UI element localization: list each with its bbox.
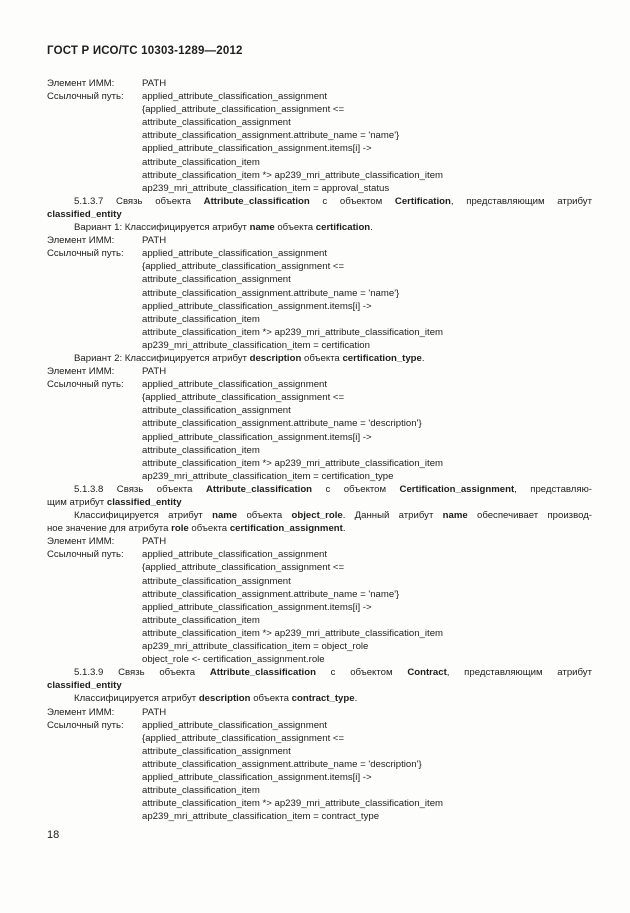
path-code: ap239_mri_attribute_classification_item = certification_type [142,470,394,482]
path-code: {applied_attribute_classification_assignment <= [142,562,345,574]
section-5-1-3-7-heading: 5.1.3.7 Связь объекта Attribute_classification с объектом Certification, представляющим атрибут [74,195,592,207]
path-code: applied_attribute_classification_assignment [142,248,328,260]
path-code: attribute_classification_assignment.attribute_name = 'name'} [142,287,400,299]
path-code: applied_attribute_classification_assignment.items[i] -> [142,601,372,613]
element-value: PATH [142,78,167,89]
path-code: attribute_classification_item *> ap239_mri_attribute_classification_item [142,326,444,338]
path-code: attribute_classification_assignment.attribute_name = 'name'} [142,588,400,600]
element-value: PATH [142,536,167,548]
path-label: Ссылочный путь: [47,719,124,731]
element-value: PATH [142,235,167,247]
path-code: applied_attribute_classification_assignment.items[i] -> [142,431,372,443]
path-code: attribute_classification_assignment [142,274,291,286]
element-label: Элемент ИММ: [47,536,115,548]
section-5-1-3-8-heading: 5.1.3.8 Связь объекта Attribute_classification с объектом Certification_assignment, представляю- [74,483,592,495]
path-code: attribute_classification_item *> ap239_mri_attribute_classification_item [142,169,444,181]
mapping-block [47,234,592,352]
path-code: {applied_attribute_classification_assignment <= [142,104,345,116]
element-line [47,706,592,719]
path-line [47,548,592,561]
path-line [47,90,592,103]
path-code: ap239_mri_attribute_classification_item = approval_status [142,182,390,194]
path-code: attribute_classification_assignment.attribute_name = 'description'} [142,758,422,770]
path-code: {applied_attribute_classification_assignment <= [142,392,345,404]
path-code: applied_attribute_classification_assignment.items[i] -> [142,300,372,312]
section-5-1-3-8-text: Классифицируется атрибут name объекта object_role. Данный атрибут name обеспечивает производ- [74,510,592,522]
path-label: Ссылочный путь: [47,91,124,103]
section-5-1-3-8-text-cont: ное значение для атрибута role объекта certification_assignment. [47,523,346,535]
path-code: attribute_classification_item [142,156,260,168]
path-code: {applied_attribute_classification_assignment <= [142,261,345,273]
element-label: Элемент ИММ: [47,706,115,718]
path-line [47,719,592,732]
path-code: applied_attribute_classification_assignment [142,379,328,391]
element-line [47,234,592,247]
path-code: attribute_classification_item [142,614,260,626]
path-code: attribute_classification_item *> ap239_mri_attribute_classification_item [142,798,444,810]
path-line [47,378,592,391]
mapping-block [47,77,592,195]
element-label: Элемент ИММ: [47,78,115,89]
element-label: Элемент ИММ: [47,235,115,247]
path-code: attribute_classification_item [142,313,260,325]
section-5-1-3-7-heading-cont: classified_entity [47,208,122,220]
path-code: applied_attribute_classification_assignment.items[i] -> [142,143,372,155]
mapping-block [47,535,592,666]
page-header: ГОСТ Р ИСО/ТС 10303-1289—2012 [47,45,243,57]
path-code: ap239_mri_attribute_classification_item = object_role [142,641,369,653]
section-5-1-3-8-heading-cont: щим атрибут classified_entity [47,497,182,508]
element-line [47,77,592,90]
element-value: PATH [142,706,167,718]
variant-1-text: Вариант 1: Классифицируется атрибут name объекта certification. [74,222,373,234]
page-number: 18 [47,829,60,841]
path-code: applied_attribute_classification_assignment [142,91,328,103]
variant-2-text: Вариант 2: Классифицируется атрибут description объекта certification_type. [74,352,425,364]
path-label: Ссылочный путь: [47,549,124,561]
section-5-1-3-9-text: Классифицируется атрибут description объекта contract_type. [74,693,358,705]
path-code: attribute_classification_assignment [142,575,291,587]
path-label: Ссылочный путь: [47,379,124,391]
path-code: attribute_classification_assignment [142,405,291,417]
section-5-1-3-9-heading: 5.1.3.9 Связь объекта Attribute_classification с объектом Contract, представляющим атрибут [74,667,592,679]
path-code: object_role <- certification_assignment.role [142,654,325,666]
path-code: ap239_mri_attribute_classification_item = certification [142,339,370,351]
path-code: attribute_classification_item *> ap239_mri_attribute_classification_item [142,627,444,639]
path-code: attribute_classification_item [142,785,260,797]
path-code: applied_attribute_classification_assignment [142,719,328,731]
path-code: attribute_classification_assignment.attribute_name = 'description'} [142,418,422,430]
path-code: {applied_attribute_classification_assignment <= [142,732,345,744]
mapping-block [47,365,592,483]
element-line [47,365,592,378]
element-value: PATH [142,366,167,378]
path-code: attribute_classification_assignment [142,745,291,757]
path-label: Ссылочный путь: [47,248,124,260]
mapping-block [47,706,592,824]
path-code: applied_attribute_classification_assignment [142,549,328,561]
path-code: attribute_classification_assignment [142,117,291,129]
section-5-1-3-9-heading-cont: classified_entity [47,680,122,692]
path-code: attribute_classification_item [142,444,260,456]
page-content [47,77,592,823]
path-code: attribute_classification_assignment.attribute_name = 'name'} [142,130,400,142]
path-code: ap239_mri_attribute_classification_item = contract_type [142,811,380,823]
element-label: Элемент ИММ: [47,366,115,378]
path-code: attribute_classification_item *> ap239_mri_attribute_classification_item [142,457,444,469]
path-line [47,247,592,260]
path-code: applied_attribute_classification_assignment.items[i] -> [142,771,372,783]
element-line [47,535,592,548]
